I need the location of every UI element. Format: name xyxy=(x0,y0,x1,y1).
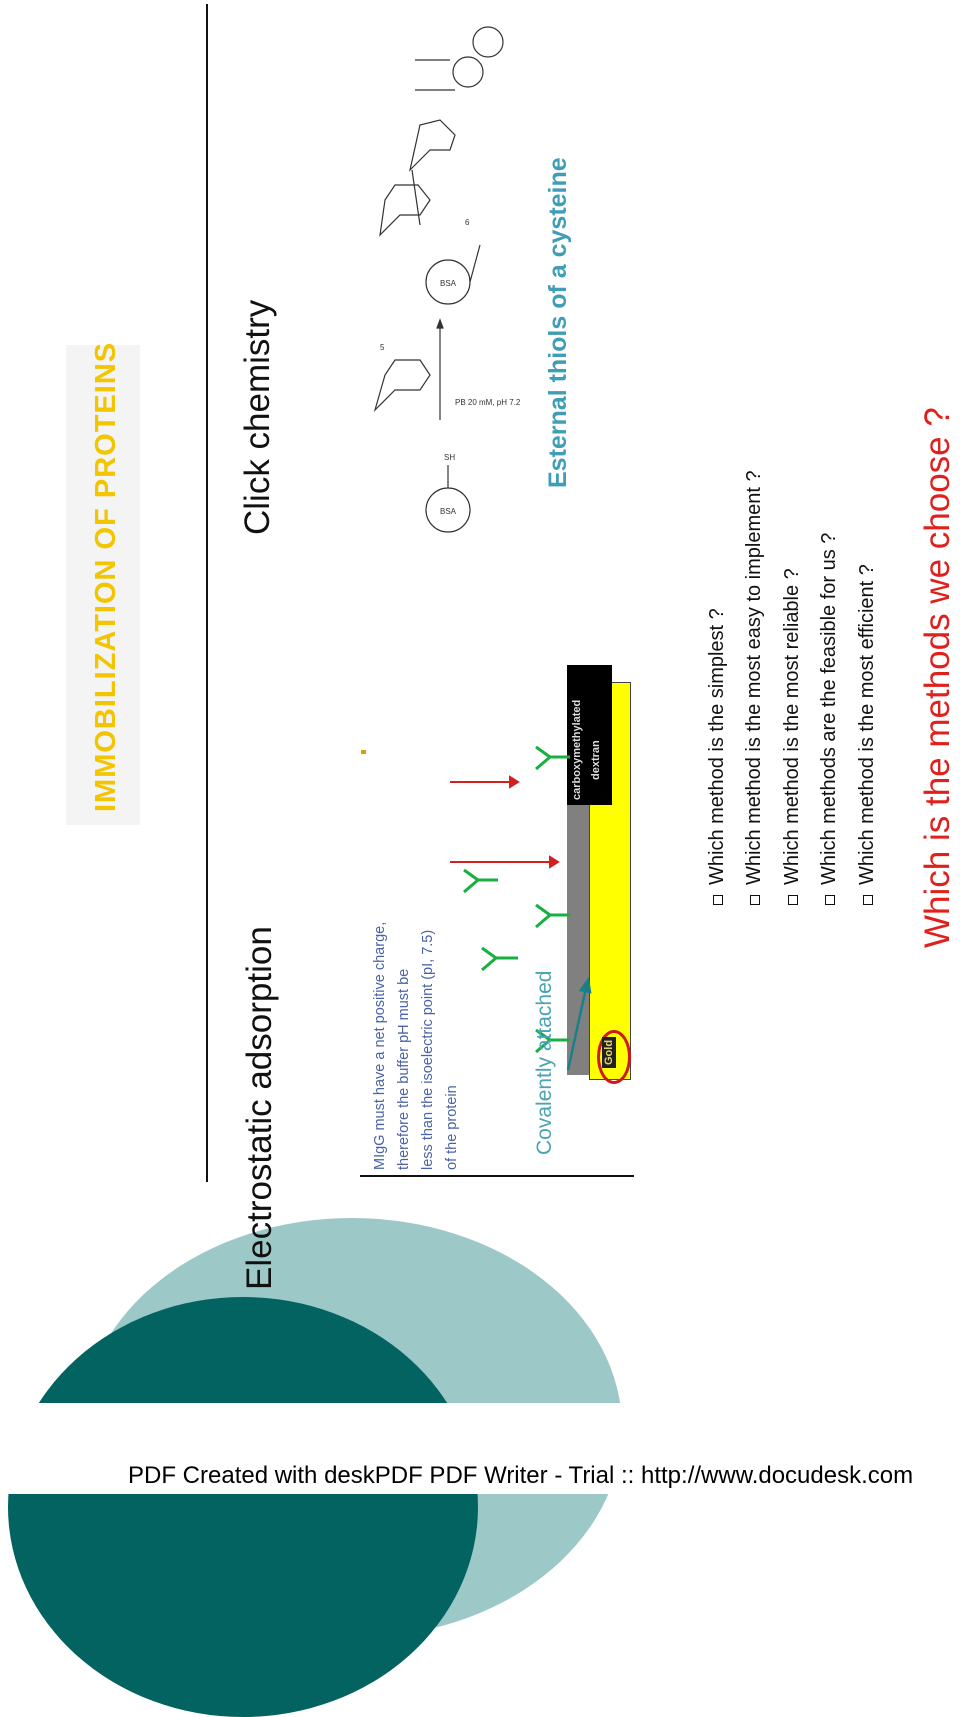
thiol-label: SH xyxy=(444,453,456,462)
bsa-label-2: BSA xyxy=(439,279,457,288)
layer-label-2: dextran xyxy=(590,740,602,780)
red-arrow-icons xyxy=(450,777,558,867)
antibody-diagram xyxy=(440,700,600,1100)
checkbox-icon xyxy=(750,895,760,905)
slide-title: IMMOBILIZATION OF PROTEINS xyxy=(90,341,122,812)
teal-arrow-icon xyxy=(568,980,590,1070)
checkbox-icon xyxy=(788,895,798,905)
divider-line xyxy=(206,4,208,1182)
gold-label: Gold xyxy=(602,1037,616,1068)
click-chemistry-scheme xyxy=(360,20,521,560)
question-item: Which method is the most easy to implement ? xyxy=(743,470,766,905)
divider-line-bottom xyxy=(360,1175,634,1177)
note-line-1: MIgG must have a net positive charge, xyxy=(372,921,388,1170)
note-line-2: therefore the buffer pH must be xyxy=(396,968,412,1170)
decorative-arc-dark xyxy=(8,1297,478,1717)
esternal-thiols-caption: Esternal thiols of a cysteine xyxy=(544,157,572,488)
checkbox-icon xyxy=(863,895,873,905)
product-number: 6 xyxy=(465,218,470,227)
question-item: Which method is the most reliable ? xyxy=(781,568,804,905)
small-mark xyxy=(361,750,366,754)
bsa-label-1: BSA xyxy=(439,507,457,516)
note-line-4: of the protein xyxy=(444,1085,460,1170)
question-item: Which methods are the feasible for us ? xyxy=(818,533,841,905)
checkbox-icon xyxy=(825,895,835,905)
covalently-attached-label: Covalently attached xyxy=(533,970,556,1155)
pdf-footer: PDF Created with deskPDF PDF Writer - Trial :: http://www.docudesk.com xyxy=(128,1462,914,1489)
question-item: Which method is the simplest ? xyxy=(706,608,729,905)
heading-electrostatic: Electrostatic adsorption xyxy=(240,926,279,1290)
note-line-3: less than the isoelectric point (pI, 7.5) xyxy=(420,929,436,1170)
final-question: Which is the methods we choose ? xyxy=(918,407,957,948)
checkbox-icon xyxy=(713,895,723,905)
condition-label: PB 20 mM, pH 7.2 xyxy=(455,398,521,407)
layer-label-1: carboxymethylated xyxy=(571,699,583,800)
heading-click-chemistry: Click chemistry xyxy=(238,299,277,535)
question-item: Which method is the most efficient ? xyxy=(856,564,879,905)
reagent-number: 5 xyxy=(380,343,385,352)
